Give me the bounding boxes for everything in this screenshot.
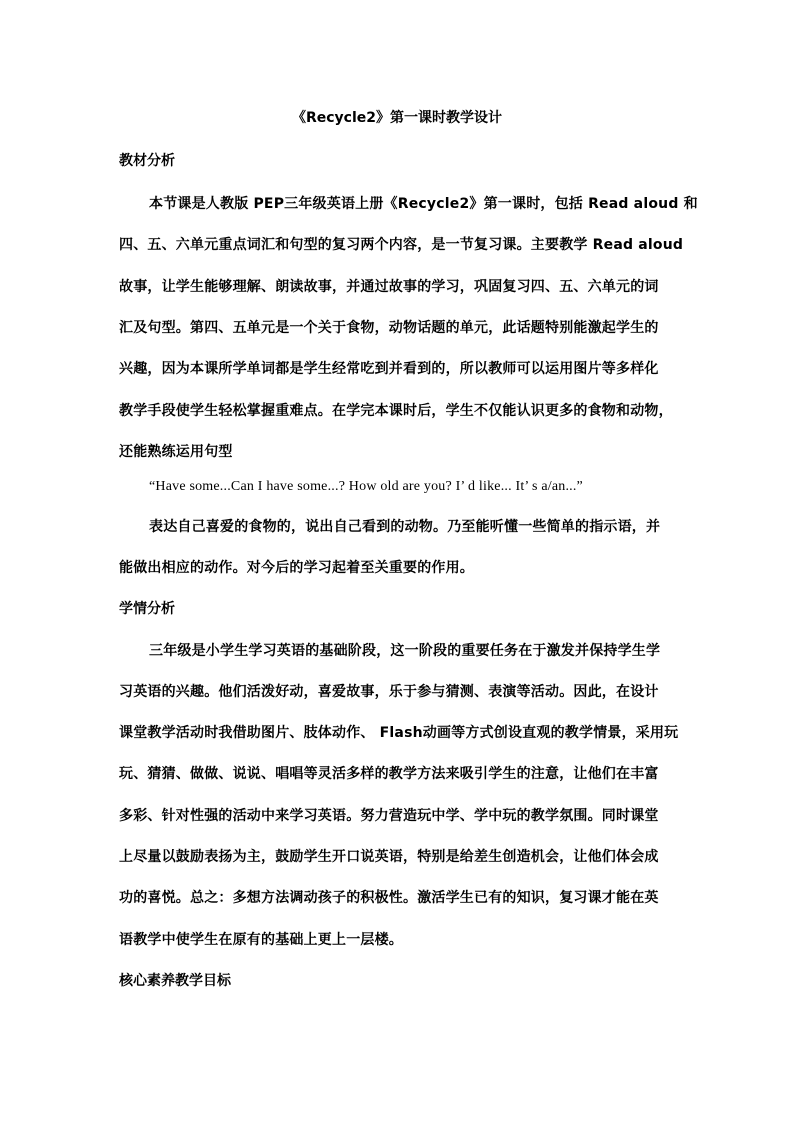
paragraph-line: 多彩、针对性强的活动中来学习英语。努力营造玩中学、学中玩的教学氛围。同时课堂 <box>119 808 659 824</box>
paragraph-line: 习英语的兴趣。他们活泼好动，喜爱故事，乐于参与猜测、表演等活动。因此，在设计 <box>119 684 659 700</box>
paragraph-line: 课堂教学活动时我借助图片、肢体动作、 Flash动画等方式创设直观的教学情景，采用玩 <box>119 725 679 741</box>
section-heading-learner-analysis: 学情分析 <box>119 601 175 617</box>
paragraph-line: 汇及句型。第四、五单元是一个关于食物，动物话题的单元，此话题特别能激起学生的 <box>119 320 659 336</box>
paragraph-line: 能做出相应的动作。对今后的学习起着至关重要的作用。 <box>119 560 474 576</box>
paragraph-line: 本节课是人教版 PEP三年级英语上册《Recycle2》第一课时，包括 Read aloud 和 <box>149 196 698 212</box>
section-heading-textbook-analysis: 教材分析 <box>119 153 175 169</box>
paragraph-line: 故事，让学生能够理解、朗读故事，并通过故事的学习，巩固复习四、五、六单元的词 <box>119 279 659 295</box>
paragraph-line: 还能熟练运用句型 <box>119 444 233 460</box>
sentence-patterns: “Have some...Can I have some...? How old are you? I’ d like... It’ s a/an...” <box>149 479 583 494</box>
section-heading-core-objectives: 核心素养教学目标 <box>119 973 231 989</box>
paragraph-line: 上尽量以鼓励表扬为主，鼓励学生开口说英语，特别是给差生创造机会，让他们体会成 <box>119 849 659 865</box>
paragraph-line: 语教学中使学生在原有的基础上更上一层楼。 <box>119 932 403 948</box>
paragraph-line: 表达自己喜爱的食物的，说出自己看到的动物。乃至能听懂一些简单的指示语，并 <box>149 519 661 535</box>
paragraph-line: 三年级是小学生学习英语的基础阶段，这一阶段的重要任务在于激发并保持学生学 <box>149 643 661 659</box>
paragraph-line: 玩、猜猜、做做、说说、唱唱等灵活多样的教学方法来吸引学生的注意，让他们在丰富 <box>119 766 659 782</box>
paragraph-line: 兴趣，因为本课所学单词都是学生经常吃到并看到的，所以教师可以运用图片等多样化 <box>119 361 659 377</box>
paragraph-line: 功的喜悦。总之：多想方法调动孩子的积极性。激活学生已有的知识，复习课才能在英 <box>119 890 659 906</box>
paragraph-line: 教学手段使学生轻松掌握重难点。在学完本课时后，学生不仅能认识更多的食物和动物， <box>119 403 673 419</box>
document-title: 《Recycle2》第一课时教学设计 <box>291 110 503 126</box>
paragraph-line: 四、五、六单元重点词汇和句型的复习两个内容，是一节复习课。主要教学 Read aloud <box>119 237 684 253</box>
